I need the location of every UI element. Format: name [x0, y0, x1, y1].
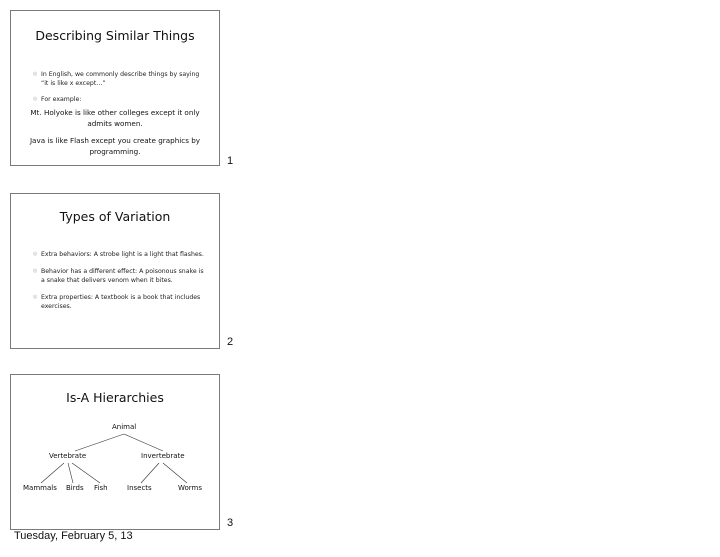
- bullet-icon: ◎: [33, 268, 38, 274]
- slide-number: 1: [227, 155, 234, 167]
- bullet-text: Extra properties: A textbook is a book that includes exercises.: [41, 294, 201, 310]
- tree-node-mammals: Mammals: [23, 484, 57, 492]
- tree-node-insects: Insects: [127, 484, 152, 492]
- hierarchy-lines: [11, 375, 219, 529]
- slide-title: Types of Variation: [59, 209, 171, 224]
- tree-node-worms: Worms: [178, 484, 203, 492]
- edge-vertebrate-mammals: [41, 463, 64, 483]
- bullet-icon: ◎: [33, 294, 38, 300]
- slide-1: [10, 10, 220, 166]
- slide-number: 3: [227, 517, 234, 529]
- tree-node-invertebrate: Invertebrate: [141, 452, 185, 460]
- tree-node-vertebrate: Vertebrate: [49, 452, 87, 460]
- bullet-text: In English, we commonly describe things by saying “it is like x except…”: [41, 71, 200, 87]
- bullet-icon: ◎: [33, 96, 38, 102]
- bullet-icon: ◎: [33, 71, 38, 77]
- bullet-list: [33, 250, 207, 319]
- edge-invertebrate-insects: [141, 463, 159, 483]
- slide-3: [10, 374, 220, 530]
- bullet-item: [33, 95, 207, 104]
- bullet-text: Extra behaviors: A strobe light is a light that flashes.: [41, 251, 204, 258]
- bullet-text: Behavior has a different effect: A poisonous snake is a snake that delivers venom when it bites.: [41, 268, 204, 284]
- bullet-item: [33, 267, 207, 285]
- tree-node-birds: Birds: [66, 484, 84, 492]
- bullet-list: [33, 70, 207, 112]
- bullet-item: [33, 293, 207, 311]
- footer-date: Tuesday, February 5, 13: [14, 530, 133, 542]
- example-statement: Mt. Holyoke is like other colleges except it only admits women.: [30, 108, 200, 128]
- slide-number: 2: [227, 336, 234, 348]
- bullet-item: [33, 70, 207, 88]
- tree-node-root: Animal: [112, 423, 137, 431]
- slide-title: Describing Similar Things: [35, 28, 195, 43]
- bullet-item: [33, 250, 207, 259]
- edge-invertebrate-worms: [163, 463, 187, 483]
- tree-node-fish: Fish: [94, 484, 108, 492]
- slide-2: [10, 193, 220, 349]
- edge-animal-invertebrate: [124, 434, 163, 451]
- bullet-text: For example:: [41, 96, 82, 103]
- edge-animal-vertebrate: [75, 434, 124, 451]
- example-statement: Java is like Flash except you create graphics by programming.: [29, 136, 201, 156]
- bullet-icon: ◎: [33, 251, 38, 257]
- edge-vertebrate-fish: [72, 463, 100, 483]
- edge-vertebrate-birds: [68, 463, 73, 483]
- slide-title: Is-A Hierarchies: [66, 390, 164, 405]
